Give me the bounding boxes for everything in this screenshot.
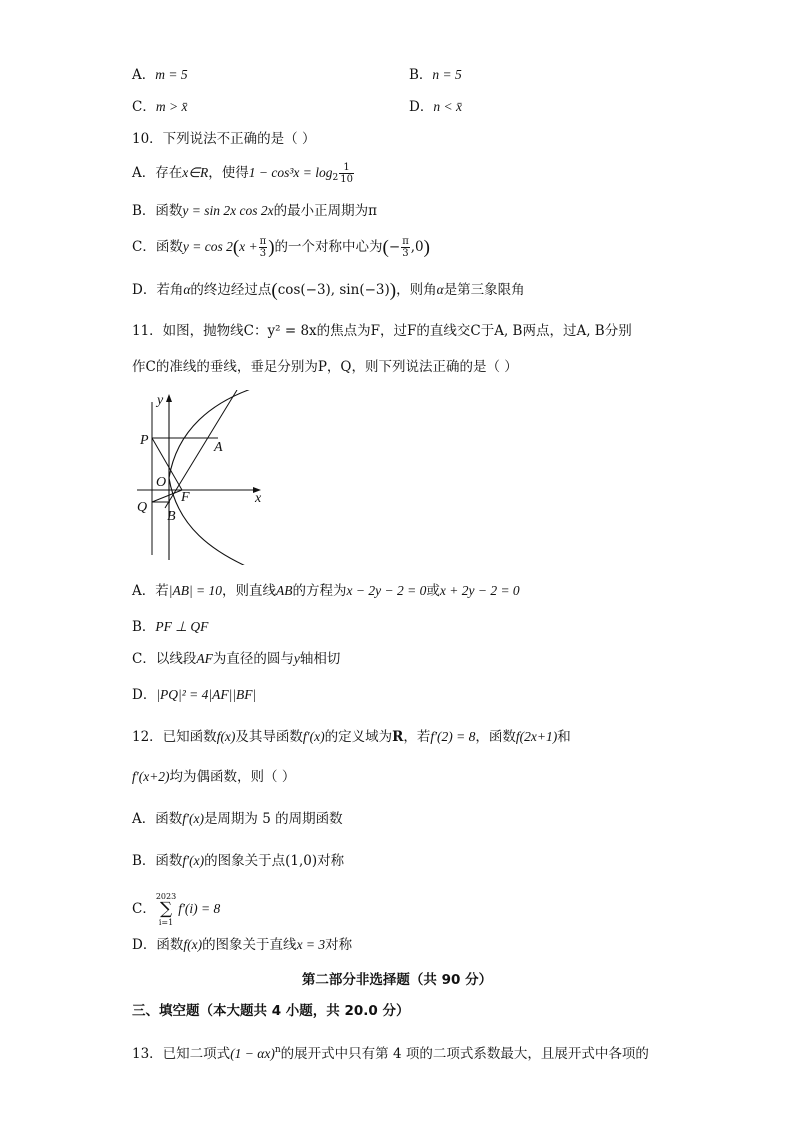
q10-option-a: A．存在x∈R，使得$1 - \cos^3x = \log_2$ $\frac{1}{10}$ bbox=[132, 162, 353, 185]
q12-option-b: B．函数f′(x)的图象关于点(1,0)对称 bbox=[132, 853, 345, 869]
y-axis-arrow bbox=[166, 394, 172, 402]
q10-option-b: B．函数y = sin 2x cos 2x的最小正周期为π bbox=[132, 203, 378, 219]
q11-option-c: C．以线段AF为直径的圆与y轴相切 bbox=[132, 651, 341, 667]
q11-stem-line1: 11．如图，抛物线C：y² = 8x的焦点为F，过F的直线交C于A, B两点，过A, B分别 bbox=[132, 323, 632, 339]
q12-option-d: D．函数f(x)的图象关于直线x = 3对称 bbox=[132, 937, 353, 953]
q11-stem-line2: 作C的准线的垂线，垂足分别为P，Q，则下列说法正确的是（ ） bbox=[132, 359, 518, 375]
q10-option-c: C．函数y = cos 2(x + $\frac{\pi}{3}$ )的一个对称中心为(− $\frac{\pi}{3}$ ,0) bbox=[132, 236, 430, 259]
q10-stem: 10．下列说法不正确的是（ ） bbox=[132, 131, 316, 147]
label-y: y bbox=[157, 393, 164, 408]
label-p: P bbox=[140, 433, 149, 448]
label-o: O bbox=[156, 475, 167, 490]
q9-option-b: B．n = 5 bbox=[409, 67, 462, 83]
q12-option-c: C．2023 ∑ i=1f′(i) = 8 bbox=[132, 892, 221, 927]
q9-option-d: D．n < x̄ bbox=[409, 99, 462, 115]
label-f: F bbox=[181, 490, 190, 505]
q10-option-d: D．若角α的终边经过点(cos(−3), sin(−3))，则角α是第三象限角 bbox=[132, 280, 525, 301]
label-b: B bbox=[167, 509, 176, 524]
q11-option-d: D．|PQ|² = 4|AF||BF| bbox=[132, 687, 257, 703]
label-a: A bbox=[214, 440, 223, 455]
q9-option-a: A．m = 5 bbox=[132, 67, 188, 83]
q13-stem: 13．已知二项式$(1 - \alpha x)^n$的展开式中只有第 4 项的二项式系数最大，且展开式中各项的 bbox=[132, 1045, 649, 1062]
part2-title: 第二部分非选择题（共 90 分） bbox=[301, 972, 493, 988]
label-x: x bbox=[255, 491, 262, 506]
q12-stem-line1: 12．已知函数f(x)及其导函数f′(x)的定义域为R，若f′(2) = 8，函数f(2x+1)和 bbox=[132, 729, 571, 745]
q11-option-b: B．PF ⊥ QF bbox=[132, 619, 209, 635]
q12-option-a: A．函数f′(x)是周期为 5 的周期函数 bbox=[132, 811, 343, 827]
q11-option-a: A．若|AB| = 10，则直线AB的方程为x − 2y − 2 = 0或x + 2y − 2 = 0 bbox=[132, 583, 520, 599]
q9-option-c: C．m > x̄ bbox=[132, 99, 188, 115]
parabola-curve bbox=[169, 390, 257, 565]
q12-stem-line2: f′(x+2)均为偶函数，则（ ） bbox=[132, 769, 296, 785]
label-q: Q bbox=[137, 500, 148, 515]
parabola-figure bbox=[132, 390, 272, 565]
segment-qf bbox=[152, 490, 182, 502]
section3-title: 三、填空题（本大题共 4 小题，共 20.0 分） bbox=[132, 1003, 410, 1019]
